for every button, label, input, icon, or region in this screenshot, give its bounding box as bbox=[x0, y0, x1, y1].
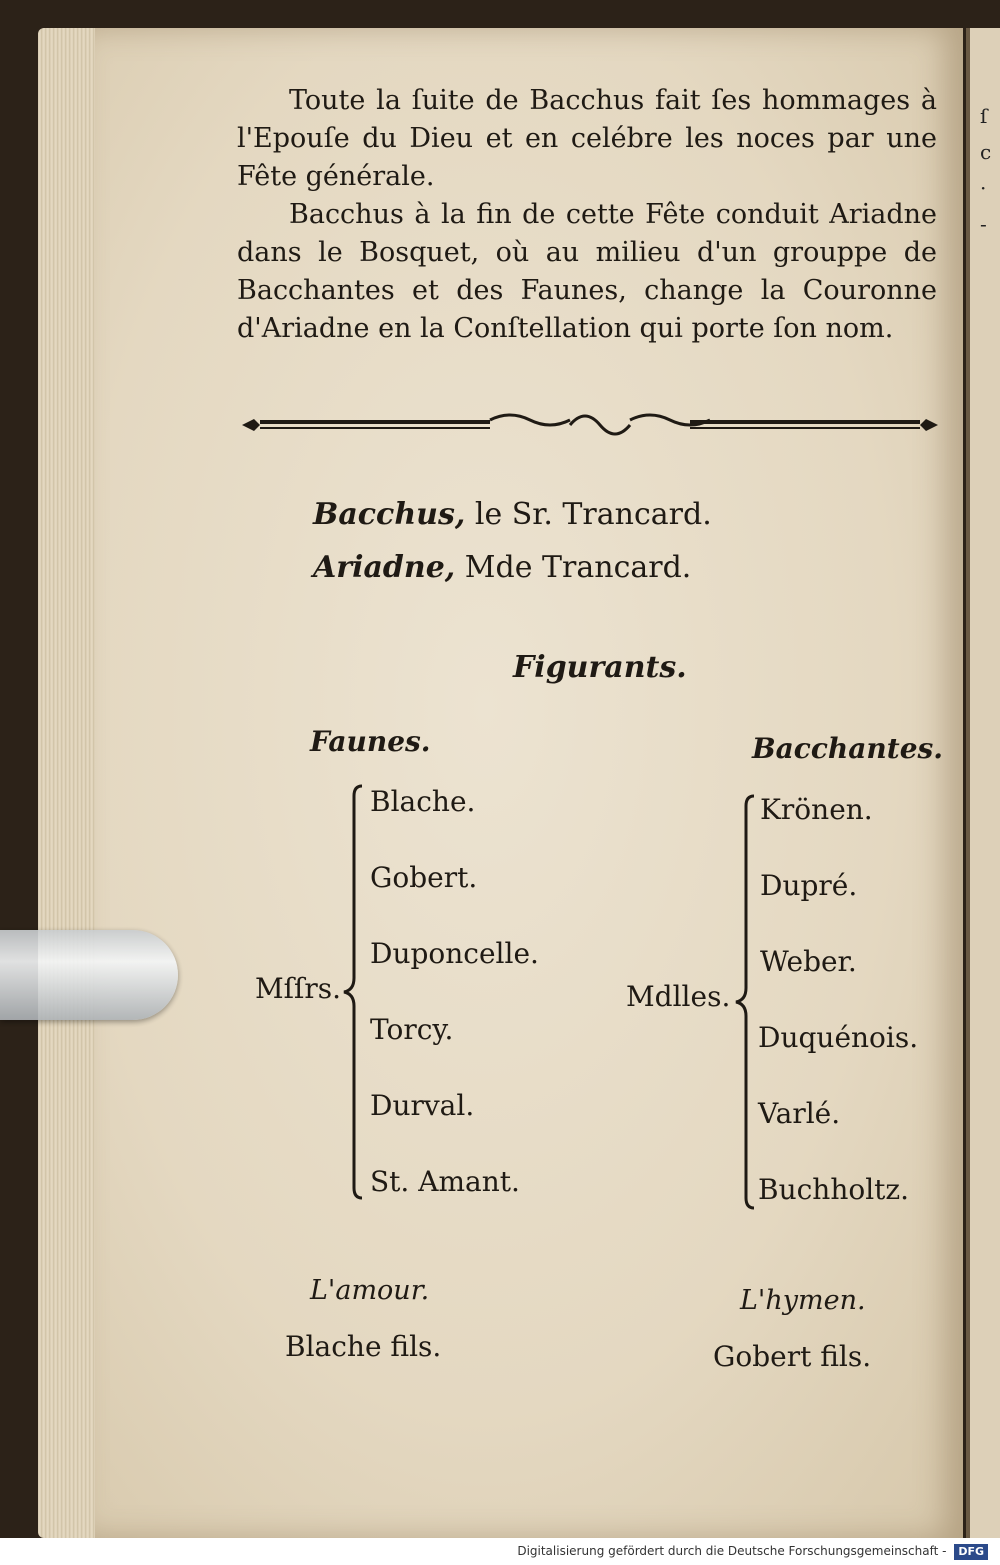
dfg-logo: DFG bbox=[954, 1544, 988, 1560]
faune-name: St. Amant. bbox=[370, 1165, 520, 1198]
cast-line-bacchus bbox=[313, 497, 712, 532]
faunes-prefix: Mſſrs. bbox=[255, 972, 342, 1005]
faune-name: Duponcelle. bbox=[370, 937, 539, 970]
footer-text: Digitalisierung gefördert durch die Deutsche Forschungsgemeinschaft - bbox=[517, 1544, 947, 1558]
bacchantes-heading: Bacchantes. bbox=[752, 732, 944, 765]
cast-role: Ariadne, bbox=[313, 550, 456, 585]
amour-heading: L'amour. bbox=[310, 1275, 430, 1306]
hymen-heading: L'hymen. bbox=[740, 1285, 866, 1316]
bacchante-name: Buchholtz. bbox=[758, 1173, 910, 1206]
amour-name: Blache fils. bbox=[285, 1330, 442, 1363]
cast-line-ariadne bbox=[313, 550, 691, 585]
figurants-heading: Figurants. bbox=[513, 650, 687, 685]
bacchante-name: Duquénois. bbox=[758, 1021, 919, 1054]
paragraph-1-text: Toute la ſuite de Bacchus fait ſes hommages à l'Epouſe du Dieu et en celébre les noces par une Fête générale. bbox=[237, 85, 937, 192]
bacchante-name: Varlé. bbox=[758, 1097, 841, 1130]
faune-name: Torcy. bbox=[370, 1013, 454, 1046]
bacchante-name: Dupré. bbox=[760, 869, 858, 902]
faunes-heading: Faunes. bbox=[310, 725, 431, 758]
next-page-edge bbox=[966, 28, 1000, 1538]
paragraph-2 bbox=[237, 196, 937, 348]
cast-role: Bacchus, bbox=[313, 497, 466, 532]
bacchante-name: Krönen. bbox=[760, 793, 873, 826]
faune-name: Durval. bbox=[370, 1089, 475, 1122]
bacchante-name: Weber. bbox=[760, 945, 857, 978]
book-page-edges bbox=[38, 28, 98, 1538]
paragraph-1 bbox=[237, 82, 937, 196]
ornamental-rule bbox=[240, 408, 940, 442]
faune-name: Blache. bbox=[370, 785, 476, 818]
cast-actor: Mde Trancard. bbox=[464, 550, 692, 585]
paragraph-2-text: Bacchus à la fin de cette Fête conduit Ariadne dans le Bosquet, où au milieu d'un grouppe de Bacchantes et des Faunes, change la Couronne d'Ariadne en la Conſtellation qui porte ſon nom. bbox=[237, 199, 937, 344]
faunes-brace bbox=[340, 782, 366, 1202]
next-page-glyphs: ſ c · - bbox=[980, 104, 992, 236]
bacchantes-brace bbox=[732, 792, 758, 1212]
hymen-name: Gobert fils. bbox=[713, 1340, 872, 1373]
digitization-footer bbox=[0, 1538, 1000, 1565]
faune-name: Gobert. bbox=[370, 861, 478, 894]
cast-actor: le Sr. Trancard. bbox=[474, 497, 712, 532]
bacchantes-prefix: Mdlles. bbox=[626, 980, 731, 1013]
page-marker-slider[interactable] bbox=[0, 930, 178, 1020]
